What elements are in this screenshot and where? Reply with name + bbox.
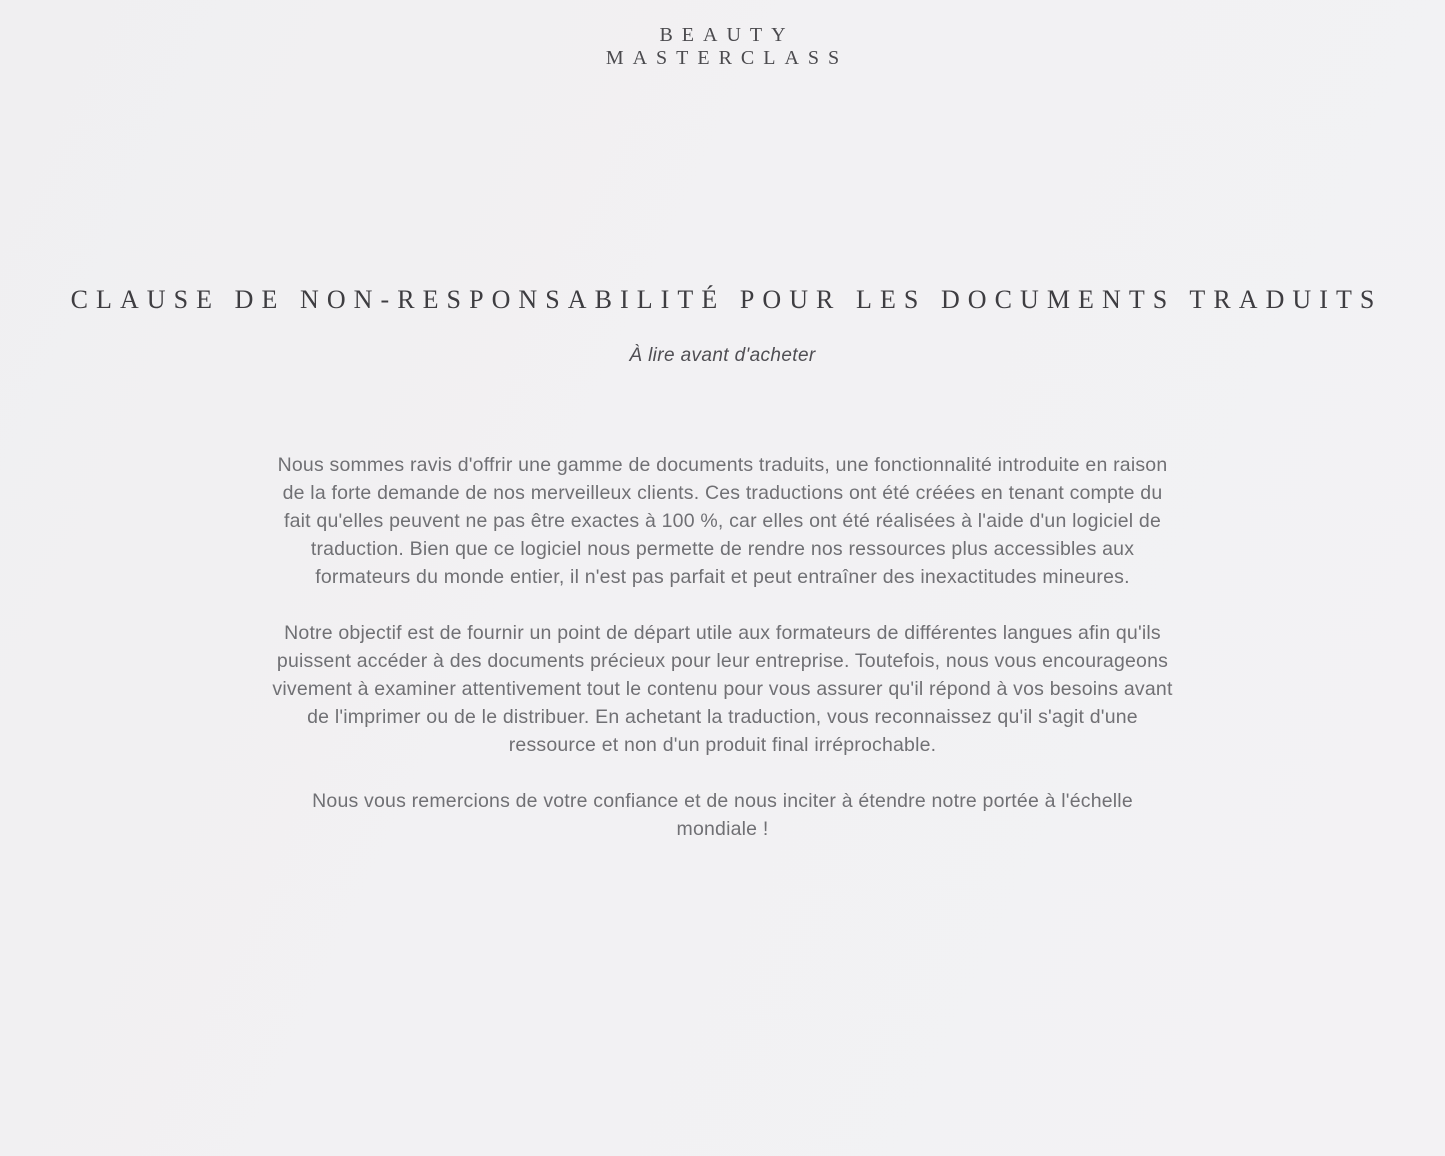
body-copy: [270, 451, 1175, 843]
brand-line1: BEAUTY: [659, 24, 795, 46]
paragraph-1: Nous sommes ravis d'offrir une gamme de documents traduits, une fonctionnalité introduite en raison de la forte demande de nos merveilleux clients. Ces traductions ont été créées en tenant compte du fait qu'elles peuvent ne pas être exactes à 100 %, car elles ont été réalisées à l'aide d'un logiciel de traduction. Bien que ce logiciel nous permette de rendre nos ressources plus accessibles aux formateurs du monde entier, il n'est pas parfait et peut entraîner des inexactitudes mineures.: [277, 454, 1168, 588]
brand-logo: [0, 0, 1445, 70]
page-subtitle: À lire avant d'acheter: [629, 345, 816, 366]
brand-line2: MASTERCLASS: [605, 47, 849, 69]
page-title: CLAUSE DE NON-RESPONSABILITÉ POUR LES DOCUMENTS TRADUITS: [70, 285, 1383, 314]
paragraph-3: Nous vous remercions de votre confiance et de nous inciter à étendre notre portée à l'échelle mondiale !: [312, 790, 1133, 840]
paragraph-2: Notre objectif est de fournir un point de départ utile aux formateurs de différentes langues afin qu'ils puissent accéder à des documents précieux pour leur entreprise. Toutefois, nous vous encourageons vivement à examiner attentivement tout le contenu pour vous assurer qu'il répond à vos besoins avant de l'imprimer ou de le distribuer. En achetant la traduction, vous reconnaissez qu'il s'agit d'une ressource et non d'un produit final irréprochable.: [272, 622, 1173, 756]
